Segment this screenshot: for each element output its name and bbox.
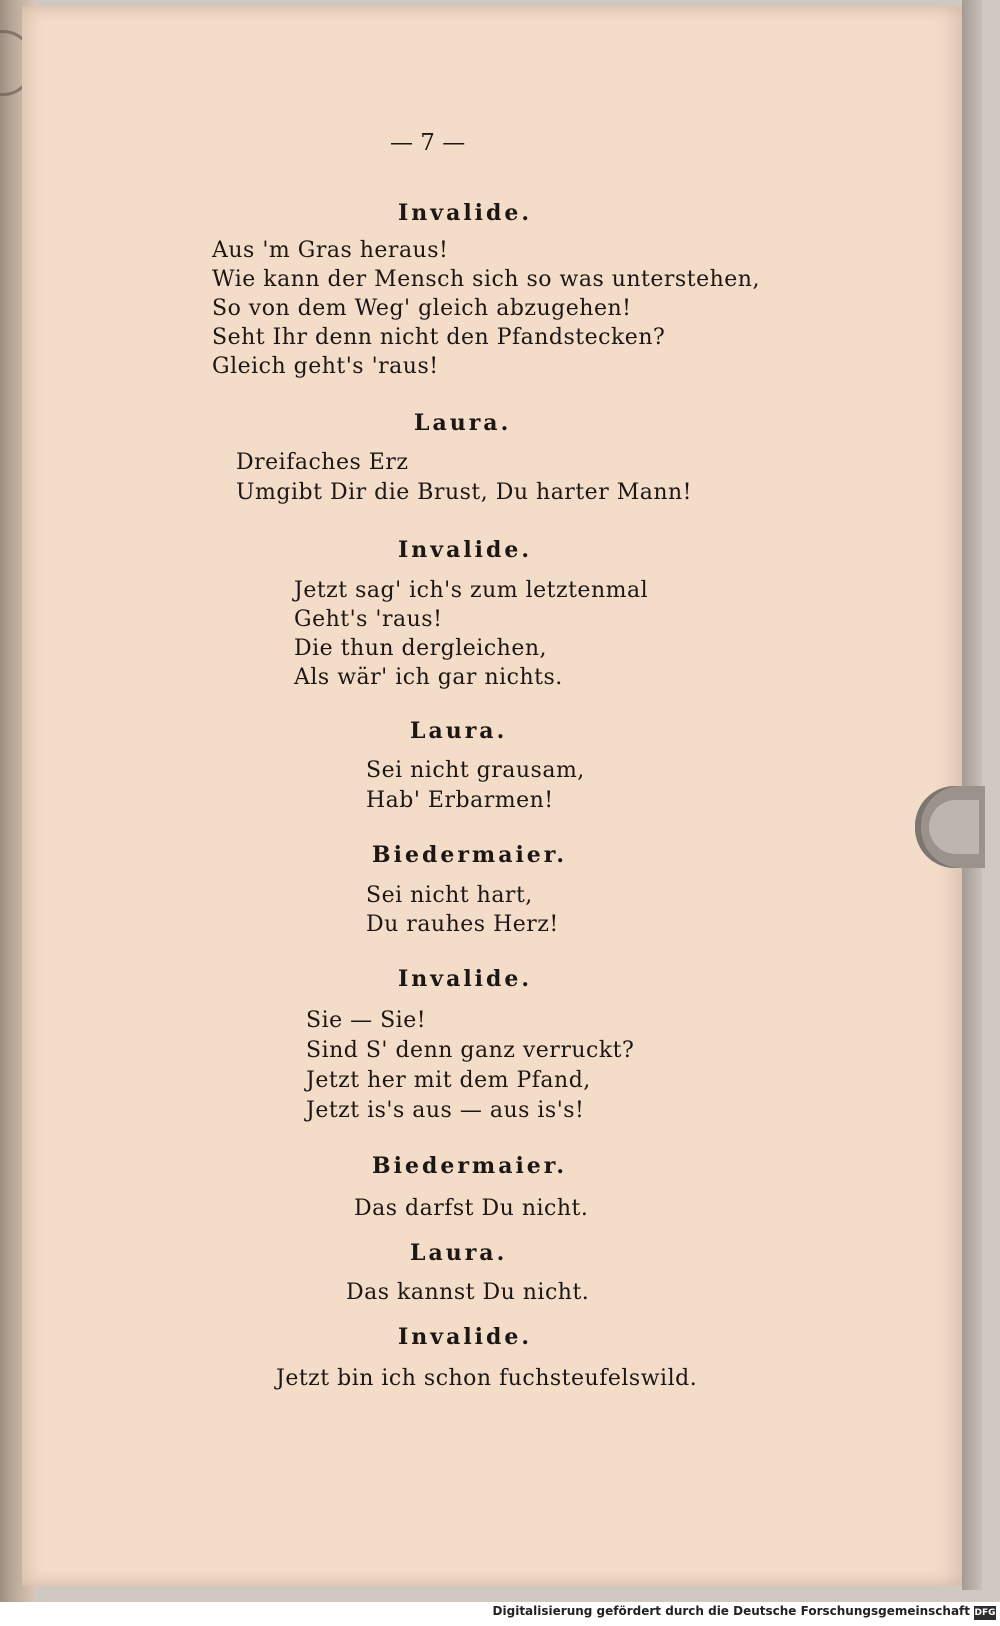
speaker-name: Invalide.	[398, 537, 533, 563]
verse-line: Jetzt is's aus — aus is's!	[306, 1098, 585, 1123]
speaker-name: Laura.	[414, 410, 512, 436]
verse-line: Sie — Sie!	[306, 1008, 427, 1033]
dfg-logo: DFG	[974, 1608, 996, 1618]
funding-credit: Digitalisierung gefördert durch die Deutsche Forschungsgemeinschaft	[492, 1604, 970, 1618]
verse-line: Sei nicht grausam,	[366, 758, 585, 783]
verse-line: Jetzt her mit dem Pfand,	[306, 1068, 591, 1093]
verse-line: Sind S' denn ganz verruckt?	[306, 1038, 635, 1063]
verse-line: Gleich geht's 'raus!	[212, 354, 439, 379]
verse-line: Das kannst Du nicht.	[346, 1280, 590, 1305]
verse-line: Dreifaches Erz	[236, 450, 409, 475]
verse-line: Jetzt sag' ich's zum letztenmal	[294, 578, 649, 603]
verse-line: So von dem Weg' gleich abzugehen!	[212, 296, 632, 321]
page-number: — 7 —	[390, 130, 466, 156]
verse-line: Geht's 'raus!	[294, 607, 443, 632]
verse-line: Als wär' ich gar nichts.	[294, 665, 563, 690]
speaker-name: Invalide.	[398, 966, 533, 992]
speaker-name: Laura.	[410, 1240, 508, 1266]
verse-line: Aus 'm Gras heraus!	[212, 238, 449, 263]
verse-line: Umgibt Dir die Brust, Du harter Mann!	[236, 480, 693, 505]
verse-line: Hab' Erbarmen!	[366, 788, 554, 813]
speaker-name: Biedermaier.	[372, 842, 568, 868]
verse-line: Wie kann der Mensch sich so was unterstehen,	[212, 267, 760, 292]
verse-line: Seht Ihr denn nicht den Pfandstecken?	[212, 325, 666, 350]
verse-line: Jetzt bin ich schon fuchsteufelswild.	[276, 1366, 698, 1391]
verse-line: Sei nicht hart,	[366, 883, 533, 908]
speaker-name: Invalide.	[398, 1324, 533, 1350]
verse-line: Das darfst Du nicht.	[354, 1196, 589, 1221]
verse-line: Du rauhes Herz!	[366, 912, 559, 937]
speaker-name: Laura.	[410, 718, 508, 744]
page-clip-inner	[929, 800, 979, 854]
verse-line: Die thun dergleichen,	[294, 636, 547, 661]
speaker-name: Biedermaier.	[372, 1153, 568, 1179]
speaker-name: Invalide.	[398, 200, 533, 226]
